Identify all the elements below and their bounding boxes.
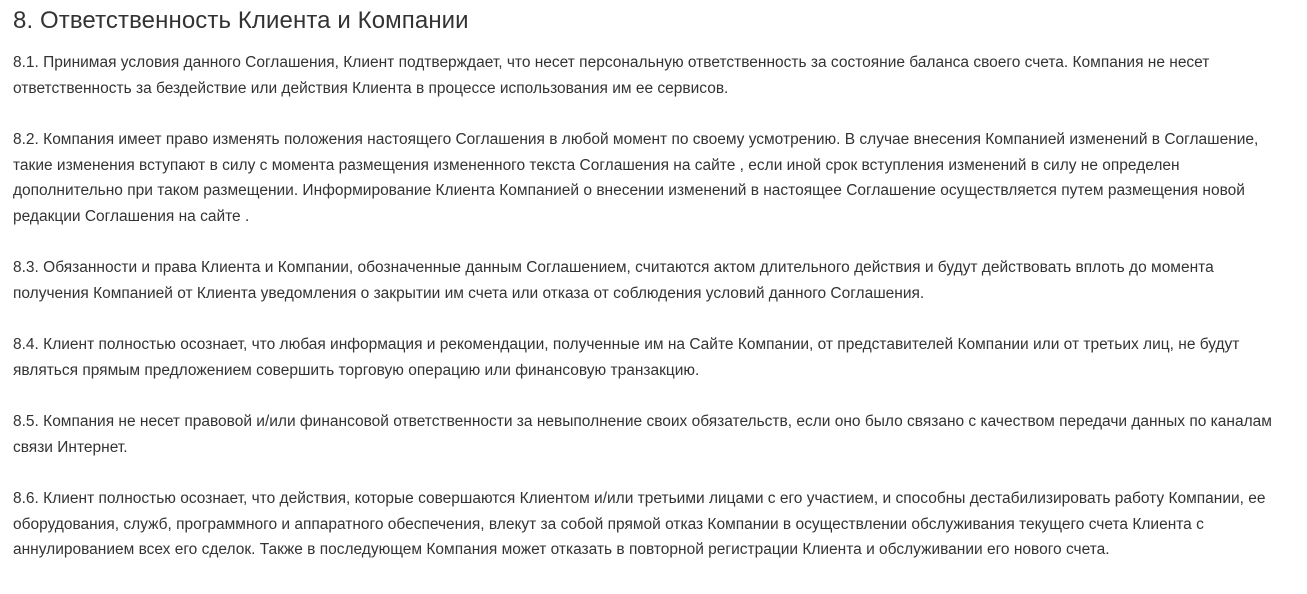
paragraph-8-6: 8.6. Клиент полностью осознает, что действия, которые совершаются Клиентом и/или третьими лицами с его участием, и способны дестабилизировать работу Компании, ее оборудования, служб, программного и аппаратного обеспечения, влекут за собой прямой отказ Компании в осуществлении обслуживания текущего счета Клиента с аннулированием всех его сделок. Также в последующем Компания может отказать в повторной регистрации Клиента и обслуживании его нового счета. (13, 490, 1266, 558)
paragraph-8-5: 8.5. Компания не несет правовой и/или финансовой ответственности за невыполнение своих обязательств, если оно было связано с качеством передачи данных по каналам связи Интернет. (13, 413, 1272, 456)
paragraph-8-1: 8.1. Принимая условия данного Соглашения, Клиент подтверждает, что несет персональную ответственность за состояние баланса своего счета. Компания не несет ответственность за бездействие или действия Клиента в процессе использования им ее сервисов. (13, 54, 1210, 97)
section-title: 8. Ответственность Клиента и Компании (13, 7, 469, 34)
paragraph-8-4: 8.4. Клиент полностью осознает, что любая информация и рекомендации, полученные им на Сайте Компании, от представителей Компании или от третьих лиц, не будут являться прямым предложением совершить торговую операцию или финансовую транзакцию. (13, 336, 1240, 379)
paragraph-8-2: 8.2. Компания имеет право изменять положения настоящего Соглашения в любой момент по своему усмотрению. В случае внесения Компанией изменений в Соглашение, такие изменения вступают в силу с момента размещения измененного текста Соглашения на сайте , если иной срок вступления изменений в силу не определен дополнительно при таком размещении. Информирование Клиента Компанией о внесении изменений в настоящее Соглашение осуществляется путем размещения новой редакции Соглашения на сайте . (13, 131, 1259, 225)
paragraph-8-3: 8.3. Обязанности и права Клиента и Компании, обозначенные данным Соглашением, считаются актом длительного действия и будут действовать вплоть до момента получения Компанией от Клиента уведомления о закрытии им счета или отказа от соблюдения условий данного Соглашения. (13, 259, 1214, 302)
